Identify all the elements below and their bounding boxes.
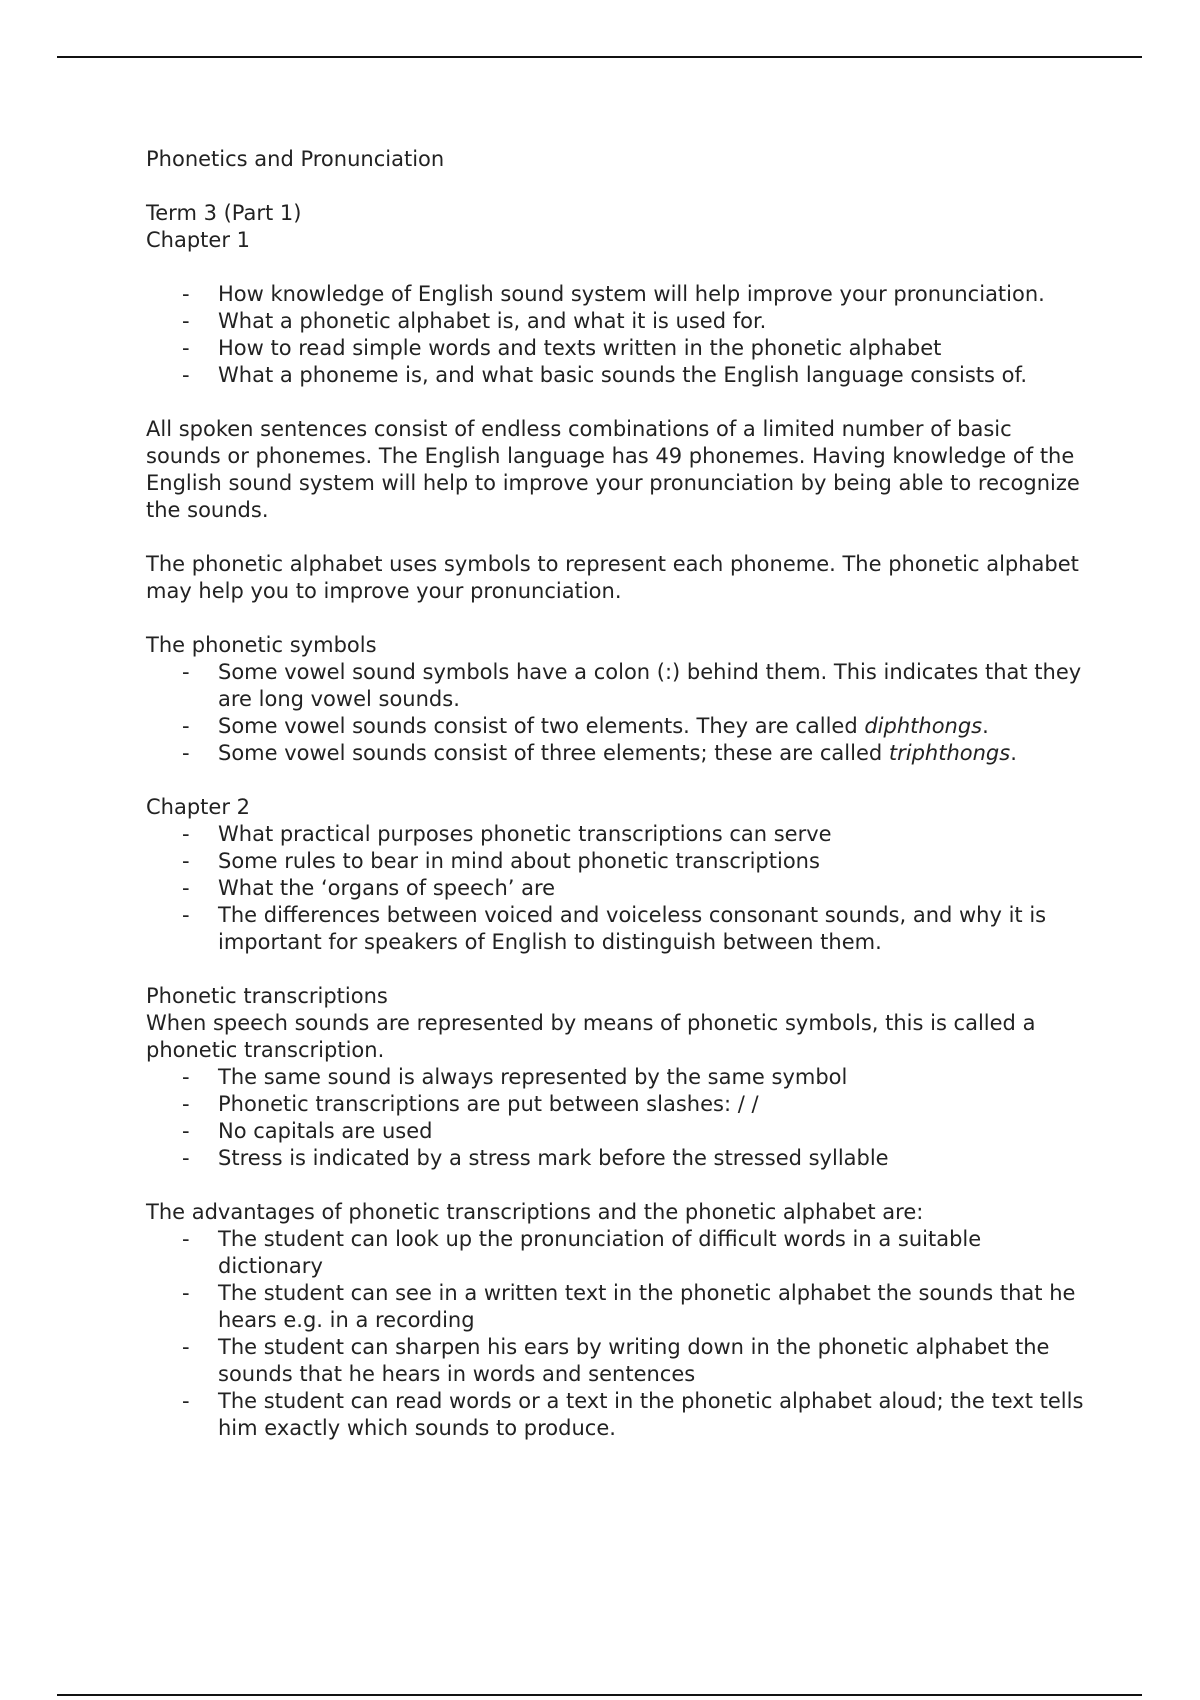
list-item: - What a phonetic alphabet is, and what it is used for. xyxy=(182,309,767,333)
transcriptions-heading: Phonetic transcriptions xyxy=(146,984,388,1008)
list-item: - Some vowel sounds consist of two elements. They are called diphthongs. xyxy=(182,714,989,738)
term-label: Term 3 (Part 1) xyxy=(146,201,302,225)
symbols-list xyxy=(146,659,1086,767)
bottom-rule xyxy=(57,1694,1142,1696)
chapter2-list xyxy=(146,821,1086,956)
list-item: - How to read simple words and texts written in the phonetic alphabet xyxy=(182,336,942,360)
list-item: - The differences between voiced and voiceless consonant sounds, and why it is important for speakers of English to distinguish between them. xyxy=(182,903,1047,954)
paragraph-phonemes: All spoken sentences consist of endless combinations of a limited number of basic sounds or phonemes. The English language has 49 phonemes. Having knowledge of the English sound system will help to improve your pronunciation by being able to recognize the sounds. xyxy=(146,417,1080,522)
page-title: Phonetics and Pronunciation xyxy=(146,147,445,171)
list-item: - Some rules to bear in mind about phonetic transcriptions xyxy=(182,849,820,873)
symbols-heading: The phonetic symbols xyxy=(146,633,377,657)
list-item: - The same sound is always represented by the same symbol xyxy=(182,1065,848,1089)
list-item: - The student can read words or a text in the phonetic alphabet aloud; the text tells him exactly which sounds to produce. xyxy=(182,1389,1084,1440)
paragraph-alphabet: The phonetic alphabet uses symbols to represent each phoneme. The phonetic alphabet may help you to improve your pronunciation. xyxy=(146,552,1079,603)
term-diphthongs: diphthongs xyxy=(864,714,983,738)
list-item: - Stress is indicated by a stress mark before the stressed syllable xyxy=(182,1146,889,1170)
list-item: - What a phoneme is, and what basic sounds the English language consists of. xyxy=(182,363,1028,387)
list-item: - What the ‘organs of speech’ are xyxy=(182,876,556,900)
list-item: - Some vowel sound symbols have a colon (:) behind them. This indicates that they are long vowel sounds. xyxy=(182,660,1082,711)
list-item: - Some vowel sounds consist of three elements; these are called triphthongs. xyxy=(182,741,1017,765)
list-item: - Phonetic transcriptions are put between slashes: / / xyxy=(182,1092,759,1116)
list-item: - The student can see in a written text in the phonetic alphabet the sounds that he hears e.g. in a recording xyxy=(182,1281,1076,1332)
list-item: - No capitals are used xyxy=(182,1119,433,1143)
list-item: - The student can sharpen his ears by writing down in the phonetic alphabet the sounds that he hears in words and sentences xyxy=(182,1335,1050,1386)
list-item: - How knowledge of English sound system will help improve your pronunciation. xyxy=(182,282,1045,306)
term-triphthongs: triphthongs xyxy=(888,741,1011,765)
advantages-heading: The advantages of phonetic transcriptions and the phonetic alphabet are: xyxy=(146,1200,924,1224)
transcriptions-list xyxy=(146,1064,1086,1172)
document-body xyxy=(146,146,1086,1442)
transcriptions-intro: When speech sounds are represented by means of phonetic symbols, this is called a phonetic transcription. xyxy=(146,1011,1036,1062)
list-item: - The student can look up the pronunciation of difficult words in a suitable dictionary xyxy=(182,1227,982,1278)
chapter1-list xyxy=(146,281,1086,389)
advantages-list xyxy=(146,1226,1086,1442)
chapter2-heading: Chapter 2 xyxy=(146,795,250,819)
list-item: - What practical purposes phonetic transcriptions can serve xyxy=(182,822,832,846)
chapter1-heading: Chapter 1 xyxy=(146,228,250,252)
top-rule xyxy=(57,56,1142,58)
